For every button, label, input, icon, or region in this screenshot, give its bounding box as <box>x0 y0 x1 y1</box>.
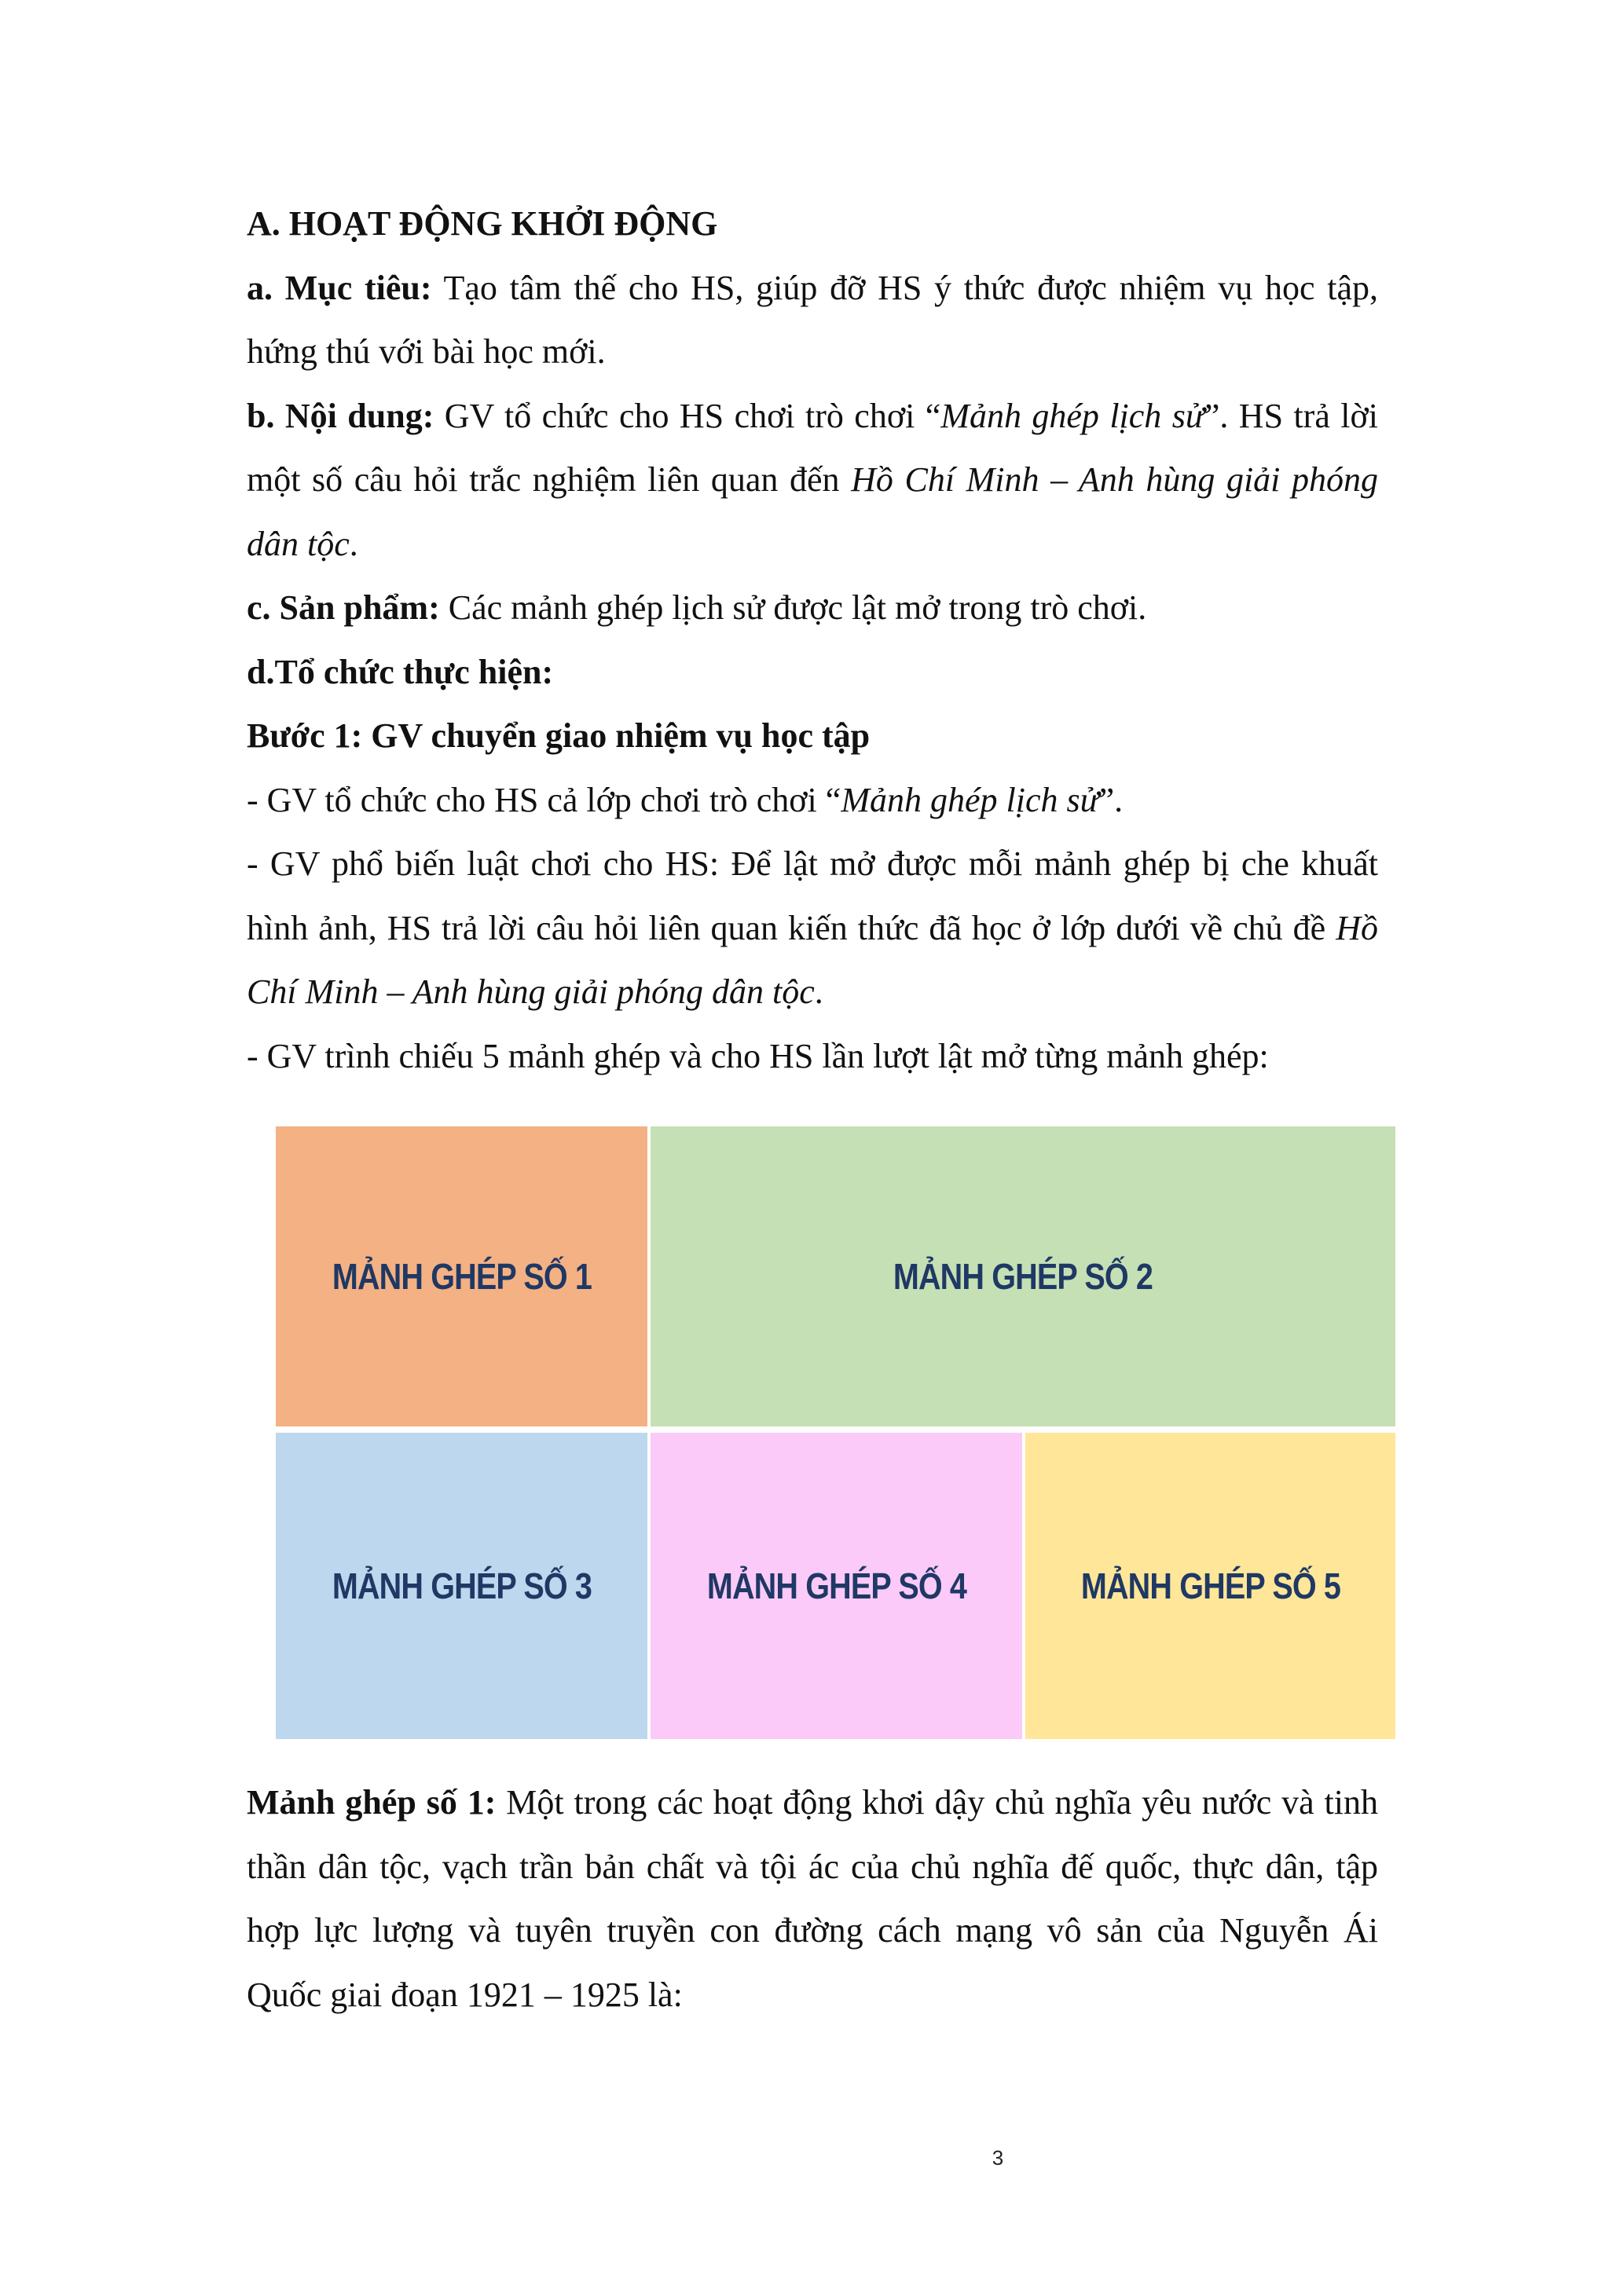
puzzle-tile-5: MẢNH GHÉP SỐ 5 <box>1025 1433 1395 1739</box>
puzzle-tile-1: MẢNH GHÉP SỐ 1 <box>276 1126 647 1426</box>
product-label: c. Sản phẩm: <box>247 588 440 627</box>
content-label: b. Nội dung: <box>247 396 434 435</box>
question-block <box>247 1771 1378 2027</box>
topic-name: Hồ Chí Minh – Anh hùng giải phóng dân tộc <box>247 460 1378 563</box>
puzzle-grid <box>276 1126 1395 1739</box>
product-text: Các mảnh ghép lịch sử được lật mở trong trò chơi. <box>439 588 1147 627</box>
step1-heading: Bước 1: GV chuyển giao nhiệm vụ học tập <box>247 716 871 755</box>
document-body <box>247 192 1378 1088</box>
section-heading: A. HOẠT ĐỘNG KHỞI ĐỘNG <box>247 204 718 243</box>
puzzle-tile-3: MẢNH GHÉP SỐ 3 <box>276 1433 647 1739</box>
puzzle-tile-4: MẢNH GHÉP SỐ 4 <box>651 1433 1022 1739</box>
objective-text: Tạo tâm thế cho HS, giúp đỡ HS ý thức được nhiệm vụ học tập, hứng thú với bài học mới. <box>247 268 1378 371</box>
page-number: 3 <box>992 2146 1004 2170</box>
step1-line1: - GV tổ chức cho HS cả lớp chơi trò chơi “Mảnh ghép lịch sử”. <box>247 780 1124 819</box>
step1-line3: - GV trình chiếu 5 mảnh ghép và cho HS lần lượt lật mở từng mảnh ghép: <box>247 1036 1269 1075</box>
objective-paragraph <box>247 256 1378 384</box>
question-1-paragraph <box>247 1771 1378 2027</box>
step1-line2: - GV phổ biến luật chơi cho HS: Để lật mở được mỗi mảnh ghép bị che khuất hình ảnh, HS trả lời câu hỏi liên quan kiến thức đã học ở lớp dưới về chủ đề Hồ Chí Minh – Anh hùng giải phóng dân tộc. <box>247 844 1378 1011</box>
objective-label: a. Mục tiêu: <box>247 268 432 307</box>
question-1-text: Một trong các hoạt động khơi dậy chủ nghĩa yêu nước và tinh thần dân tộc, vạch trần bản chất và tội ác của chủ nghĩa đế quốc, thực dân, tập hợp lực lượng và tuyên truyền con đường cách mạng vô sản của Nguyễn Ái Quốc giai đoạn 1921 – 1925 là: <box>247 1783 1378 2014</box>
game-name: Mảnh ghép lịch sử <box>940 396 1204 435</box>
product-paragraph <box>247 576 1378 640</box>
organization-heading: d.Tổ chức thực hiện: <box>247 652 554 691</box>
question-1-label: Mảnh ghép số 1: <box>247 1783 497 1822</box>
content-paragraph: b. Nội dung: GV tổ chức cho HS chơi trò chơi “Mảnh ghép lịch sử”. HS trả lời một số câu hỏi trắc nghiệm liên quan đến Hồ Chí Minh – Anh hùng giải phóng dân tộc. <box>247 396 1379 563</box>
puzzle-tile-2: MẢNH GHÉP SỐ 2 <box>651 1126 1395 1426</box>
